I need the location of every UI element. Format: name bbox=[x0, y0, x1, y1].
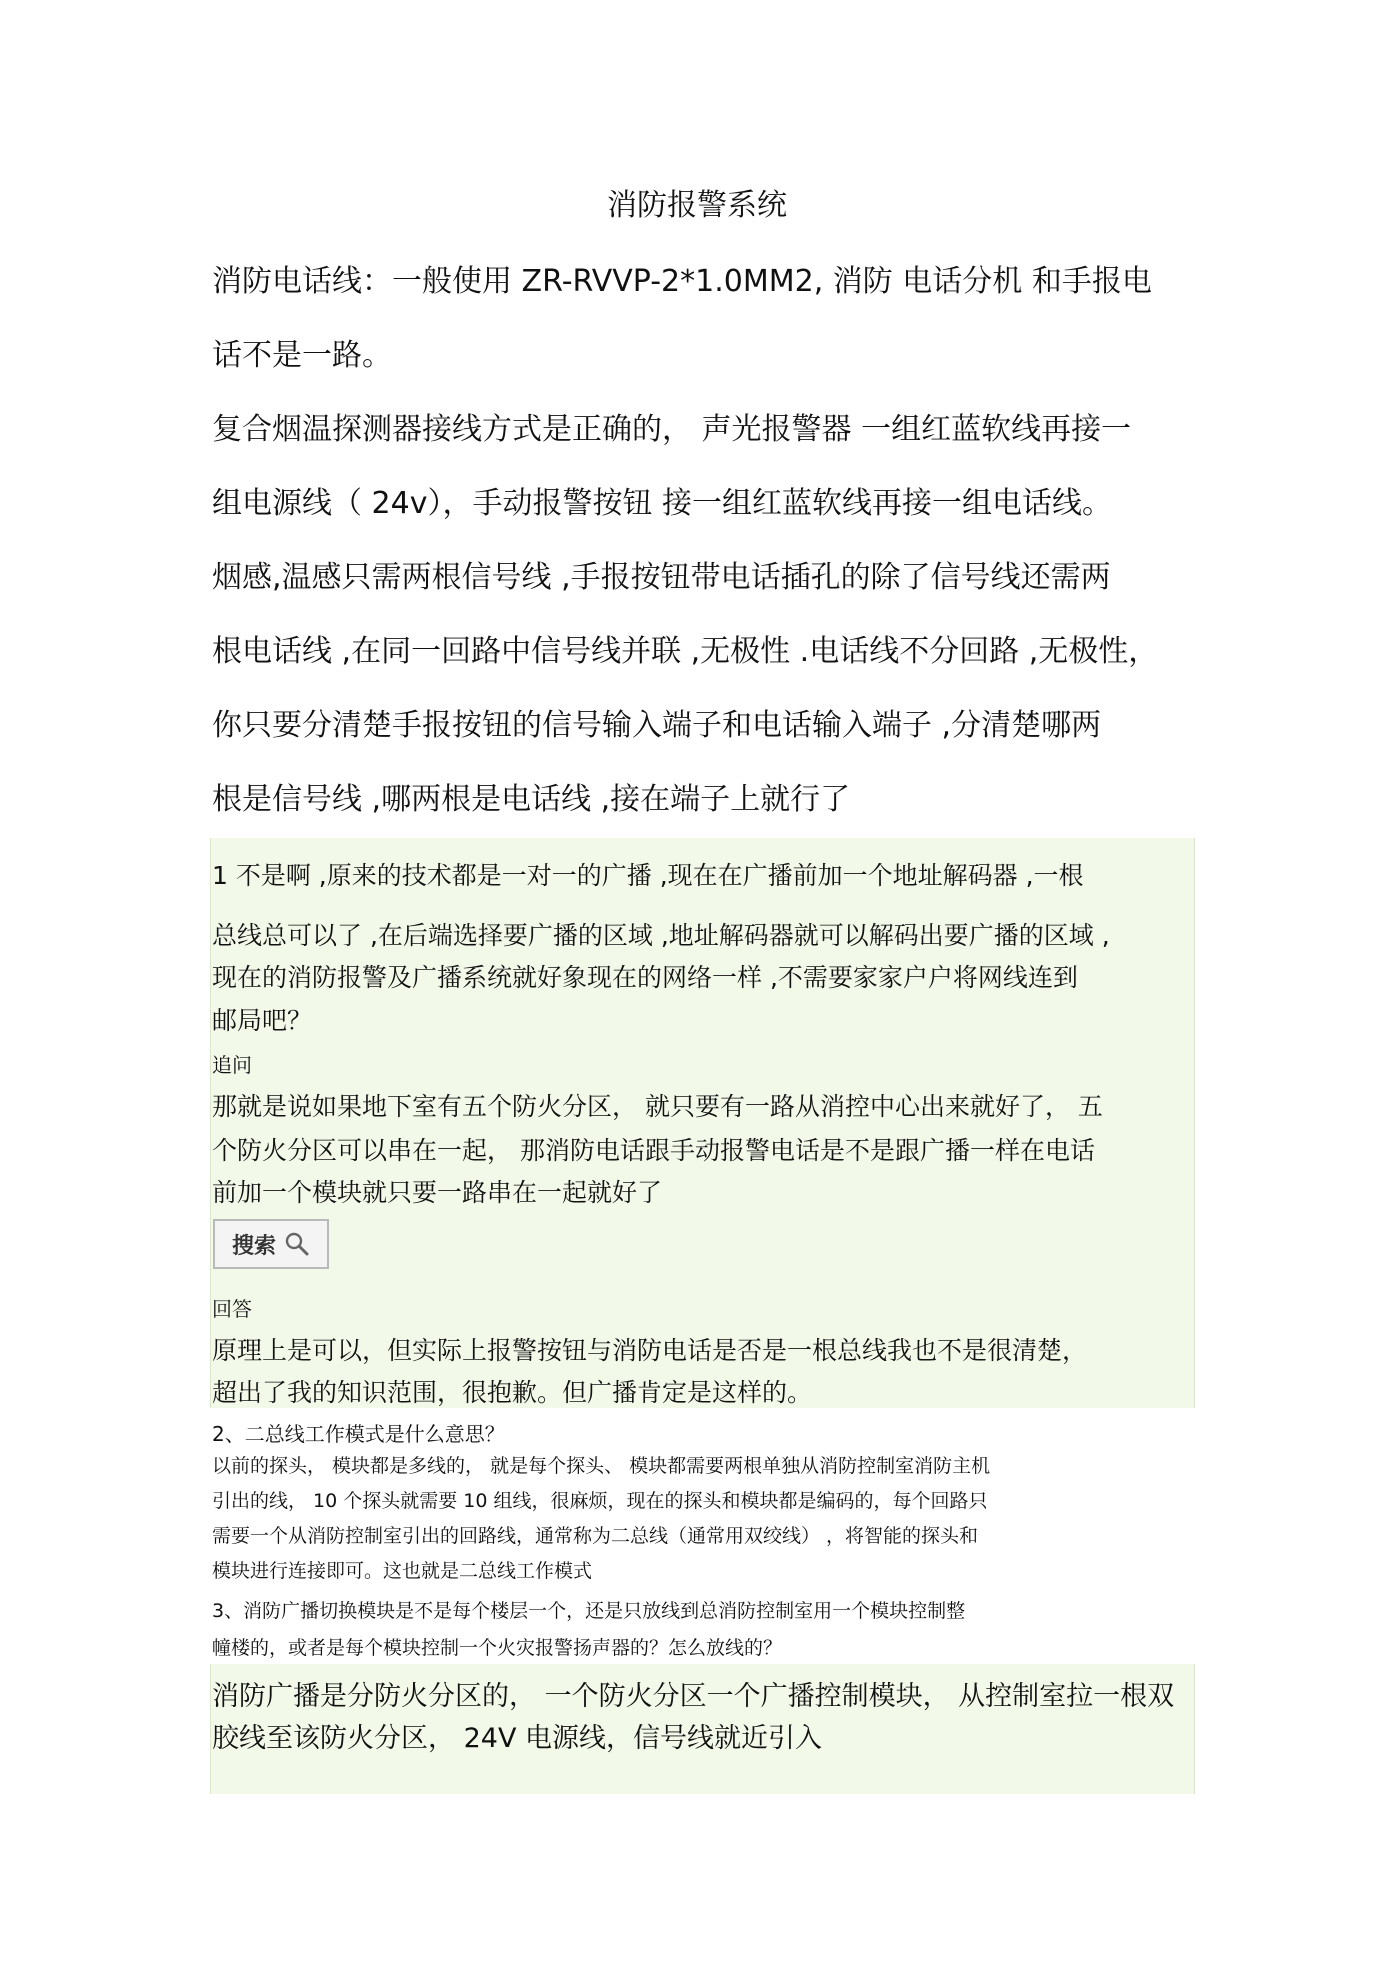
section3-answer-line: 消防广播是分防火分区的， 一个防火分区一个广播控制模块， 从控制室拉一根双 bbox=[212, 1681, 1175, 1712]
answer-line: 邮局吧？ bbox=[212, 1006, 313, 1035]
reply-label: 回答 bbox=[212, 1297, 252, 1321]
section2-line: 引出的线， 10 个探头就需要 10 组线，很麻烦，现在的探头和模块都是编码的，每个回路只 bbox=[212, 1490, 988, 1512]
section3-question-line: 3、消防广播切换模块是不是每个楼层一个，还是只放线到总消防控制室用一个模块控制整 bbox=[212, 1600, 966, 1622]
followup-line: 那就是说如果地下室有五个防火分区， 就只要有一路从消控中心出来就好了， 五 bbox=[212, 1092, 1103, 1121]
paragraph-line: 烟感,温感只需两根信号线 ,手报按钮带电话插孔的除了信号线还需两 bbox=[212, 560, 1111, 595]
section3-question-line: 幢楼的，或者是每个模块控制一个火灾报警扬声器的？怎么放线的？ bbox=[212, 1637, 783, 1659]
paragraph-line: 复合烟温探测器接线方式是正确的， 声光报警器 一组红蓝软线再接一 bbox=[212, 412, 1132, 447]
search-button[interactable] bbox=[213, 1219, 329, 1269]
answer-line: 1 不是啊 ,原来的技术都是一对一的广播 ,现在在广播前加一个地址解码器 ,一根 bbox=[212, 861, 1084, 890]
section3-answer-line: 胶线至该防火分区， 24V 电源线，信号线就近引入 bbox=[212, 1723, 822, 1754]
followup-line: 前加一个模块就只要一路串在一起就好了 bbox=[212, 1178, 663, 1207]
followup-line: 个防火分区可以串在一起， 那消防电话跟手动报警电话是不是跟广播一样在电话 bbox=[212, 1136, 1095, 1165]
section2-line: 需要一个从消防控制室引出的回路线，通常称为二总线（通常用双绞线） ，将智能的探头和 bbox=[212, 1525, 979, 1547]
reply-line: 超出了我的知识范围，很抱歉。但广播肯定是这样的。 bbox=[212, 1378, 813, 1407]
followup-label: 追问 bbox=[212, 1053, 252, 1077]
paragraph-line: 消防电话线：一般使用 ZR-RVVP-2*1.0MM2, 消防 电话分机 和手报电 bbox=[212, 264, 1152, 299]
section2-line: 模块进行连接即可。这也就是二总线工作模式 bbox=[212, 1560, 593, 1582]
paragraph-line: 组电源线（ 24v），手动报警按钮 接一组红蓝软线再接一组电话线。 bbox=[212, 486, 1112, 521]
magnifier-icon bbox=[284, 1231, 310, 1257]
document-title: 消防报警系统 bbox=[607, 188, 787, 223]
section2-line: 以前的探头， 模块都是多线的， 就是每个探头、 模块都需要两根单独从消防控制室消防主机 bbox=[212, 1455, 991, 1477]
section2-question: 2、二总线工作模式是什么意思？ bbox=[212, 1422, 505, 1446]
paragraph-line: 你只要分清楚手报按钮的信号输入端子和电话输入端子 ,分清楚哪两 bbox=[212, 708, 1102, 743]
paragraph-line: 根电话线 ,在同一回路中信号线并联 ,无极性 .电话线不分回路 ,无极性， bbox=[212, 634, 1159, 669]
paragraph-line: 话不是一路。 bbox=[212, 338, 392, 373]
reply-line: 原理上是可以，但实际上报警按钮与消防电话是否是一根总线我也不是很清楚， bbox=[212, 1336, 1088, 1365]
intro-paragraph bbox=[212, 245, 1202, 837]
paragraph-line: 根是信号线 ,哪两根是电话线 ,接在端子上就行了 bbox=[212, 782, 851, 817]
answer-line: 总线总可以了 ,在后端选择要广播的区域 ,地址解码器就可以解码出要广播的区域 , bbox=[212, 921, 1110, 950]
answer-line: 现在的消防报警及广播系统就好象现在的网络一样 ,不需要家家户户将网线连到 bbox=[212, 963, 1078, 992]
search-button-label: 搜索 bbox=[231, 1233, 276, 1259]
